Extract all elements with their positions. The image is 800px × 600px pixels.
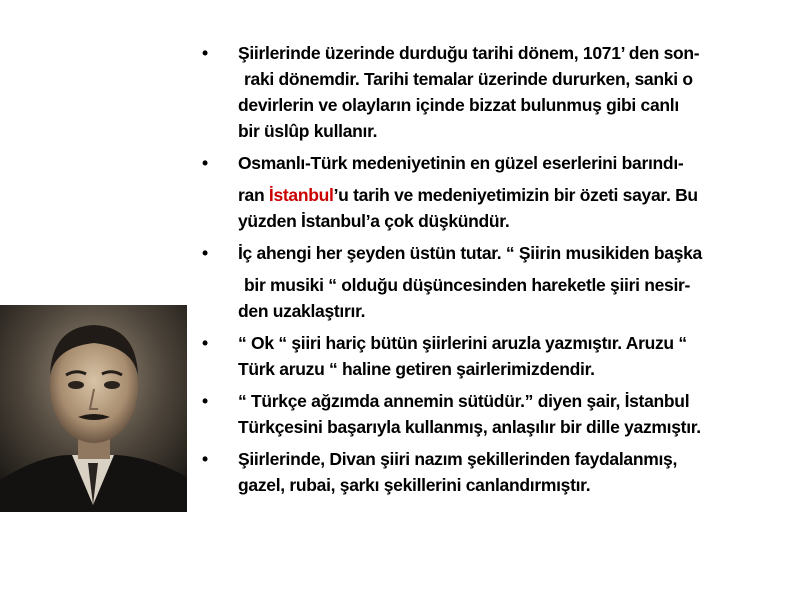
- continuation-line: den uzaklaştırır.: [238, 301, 366, 321]
- text-fragment: ’u tarih ve medeniyetimizin bir özeti sayar. Bu: [333, 185, 698, 205]
- continuation-line: bir musiki “ olduğu düşüncesinden hareketle şiiri nesir-: [244, 275, 691, 295]
- bullet-point: •: [202, 153, 208, 173]
- bullet-point: •: [202, 449, 208, 469]
- bullet-item: [200, 40, 795, 144]
- bullet-point: •: [202, 333, 208, 353]
- bullet-point: •: [202, 391, 208, 411]
- bullet-line: Şiirlerinde, Divan şiiri nazım şekillerinden faydalanmış,: [238, 449, 678, 469]
- bullet-item: [200, 150, 795, 176]
- continuation-line: yüzden İstanbul’a çok düşkündür.: [238, 211, 510, 231]
- bullet-point: •: [202, 43, 208, 63]
- continuation-paragraph: [200, 182, 795, 234]
- bullet-item: [200, 330, 795, 382]
- bullet-line: Türkçesini başarıyla kullanmış, anlaşılır bir dille yazmıştır.: [238, 417, 701, 437]
- portrait-illustration: [0, 305, 187, 512]
- bullet-line: İç ahengi her şeyden üstün tutar. “ Şiirin musikiden başka: [238, 243, 702, 263]
- bullet-line: raki dönemdir. Tarihi temalar üzerinde dururken, sanki o: [244, 69, 693, 89]
- bullet-line: “ Türkçe ağzımda annemin sütüdür.” diyen şair, İstanbul: [238, 391, 690, 411]
- bullet-line: gazel, rubai, şarkı şekillerini canlandırmıştır.: [238, 475, 591, 495]
- bullet-line: devirlerin ve olayların içinde bizzat bulunmuş gibi canlı: [238, 95, 679, 115]
- bullet-item: [200, 240, 795, 266]
- text-fragment: ran: [238, 185, 269, 205]
- bullet-line: bir üslûp kullanır.: [238, 121, 378, 141]
- bullet-line: “ Ok “ şiiri hariç bütün şiirlerini aruzla yazmıştır. Aruzu “: [238, 333, 687, 353]
- continuation-line: [238, 182, 795, 208]
- bullet-item: [200, 446, 795, 498]
- continuation-paragraph: [200, 272, 795, 324]
- bullet-line: Osmanlı-Türk medeniyetinin en güzel eserlerini barındı-: [238, 153, 684, 173]
- bullet-item: [200, 388, 795, 440]
- bullet-list: [200, 40, 795, 498]
- portrait-photo: [0, 305, 187, 512]
- bullet-point: •: [202, 243, 208, 263]
- bullet-line: Türk aruzu “ haline getiren şairlerimizdendir.: [238, 359, 595, 379]
- bullet-line: Şiirlerinde üzerinde durduğu tarihi dönem, 1071’ den son-: [238, 43, 700, 63]
- highlighted-word: İstanbul: [268, 185, 334, 205]
